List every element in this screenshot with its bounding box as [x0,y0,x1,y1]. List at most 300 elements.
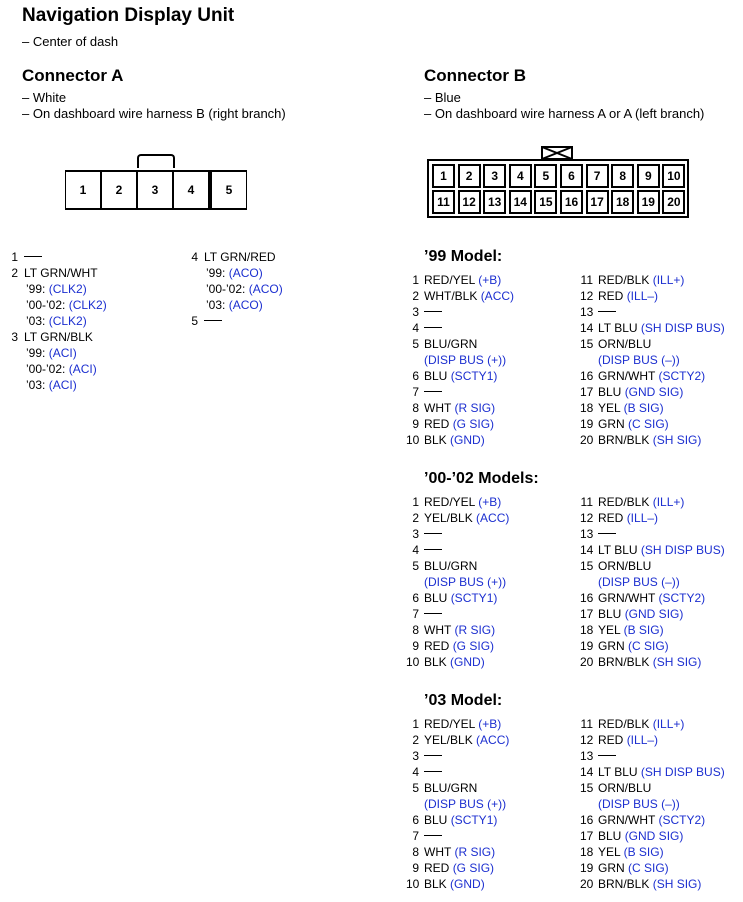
wire-color-label: LT GRN/RED [204,250,276,264]
signal-name: (ILL–) [626,289,659,303]
terminal-number: 5 [412,559,419,573]
terminal-number: 1 [412,273,419,287]
unused-dash [424,613,442,614]
connector-b-pin: 14 [509,190,532,214]
wire-color: ORN/BLU [598,781,652,795]
terminal-row [580,368,743,384]
signal-name: (ACO) [248,282,283,296]
model-year [206,265,263,281]
signal-name: (+B) [478,717,502,731]
wire-color [204,313,222,329]
model-right-column [580,494,743,670]
connector-a-harness: – On dashboard wire harness B (right branch) [22,106,286,121]
signal-name: (B SIG) [623,845,664,859]
wire-color-label: LT GRN/WHT [24,266,98,280]
terminal-text [424,526,442,542]
terminal-text [424,844,495,860]
terminal-text [598,828,683,844]
connector-b-pin: 18 [611,190,634,214]
terminal-row [580,432,743,448]
wire-color: YEL [598,401,621,415]
terminal-text [424,748,442,764]
signal-name: (DISP BUS (–)) [598,575,680,589]
terminal-text [598,416,669,432]
connector-a-pin: 4 [174,172,210,208]
signal-name: (ACI) [48,378,77,392]
terminal-text [598,384,683,400]
terminal-number: 20 [580,655,594,669]
terminal-row [4,265,184,281]
terminal-text [424,304,442,320]
terminal-text [598,638,669,654]
terminal-text [424,510,509,526]
terminal-row [580,526,743,542]
terminal-number: 11 [580,495,593,509]
signal-name: (SH DISP BUS) [640,765,725,779]
wire-color: BRN/BLK [598,433,650,447]
connector-a-terminals-left [4,249,184,393]
terminal-number: 16 [580,369,594,383]
signal-name: (ACC) [476,511,510,525]
terminal-text [598,542,725,558]
connector-b-color: – Blue [424,90,461,105]
terminal-number: 4 [412,765,419,779]
wire-color: RED [424,417,450,431]
terminal-number: 6 [412,369,419,383]
terminal-text [598,590,705,606]
terminal-text [424,542,442,558]
terminal-number: 19 [580,639,594,653]
terminal-text [598,526,616,542]
signal-name: (ACI) [48,346,77,360]
terminal-row [580,494,743,510]
terminal-number: 19 [580,417,594,431]
wire-color: YEL/BLK [424,511,473,525]
wire-color: YEL/BLK [424,733,473,747]
model-right-column [580,272,743,448]
terminal-row [406,764,576,780]
signal-name: (ACC) [476,733,510,747]
terminal-number: 18 [580,623,594,637]
signal-name: (GND SIG) [624,829,684,843]
terminal-number: 15 [580,781,594,795]
terminal-text [598,876,701,892]
unused-dash [424,533,442,534]
signal-name: (SCTY2) [658,813,706,827]
terminal-row [406,558,576,574]
signal-name: (ILL+) [652,717,685,731]
terminal-text [598,654,701,670]
connector-a-pin: 1 [66,172,102,208]
terminal-row [406,494,576,510]
model-section [406,248,743,458]
terminal-number: 16 [580,591,594,605]
model-year-label: ’03: [206,298,226,312]
wire-color: BLU [598,829,622,843]
terminal-number: 2 [11,266,18,280]
model-year [26,281,87,297]
signal-name: (B SIG) [623,401,664,415]
terminal-text [424,432,485,448]
signal-name: (ACC) [480,289,515,303]
terminal-text [598,732,658,748]
terminal-text [424,288,514,304]
connector-b-pin: 10 [662,164,685,188]
terminal-row [406,432,576,448]
terminal-number: 19 [580,861,594,875]
terminal-row [406,542,576,558]
terminal-row [580,272,743,288]
terminal-row [580,638,743,654]
wire-color: RED [424,861,450,875]
wire-color: YEL [598,845,621,859]
model-year-row [4,297,184,313]
wire-color: RED [424,639,450,653]
terminal-text [598,432,701,448]
connector-b-pin: 17 [586,190,609,214]
terminal-number: 7 [412,385,419,399]
terminal-row [580,384,743,400]
terminal-text [424,780,477,796]
signal-name: (R SIG) [454,401,496,415]
signal-name: (G SIG) [452,639,495,653]
signal-continuation-row [406,352,576,368]
terminal-text [424,272,501,288]
signal-name: (ILL+) [652,273,685,287]
unused-dash [424,755,442,756]
signal-name: (ACI) [68,362,97,376]
connector-a-terminals-right [184,249,364,329]
wire-color: WHT/BLK [424,289,478,303]
terminal-number: 20 [580,433,594,447]
connector-a-heading: Connector A [22,66,124,85]
model-section [406,470,743,680]
signal-name: (SCTY1) [450,369,498,383]
signal-name: (GND) [450,433,485,447]
terminal-number: 7 [412,607,419,621]
signal-name: (SH DISP BUS) [640,543,725,557]
terminal-number: 3 [412,527,419,541]
connector-b-heading: Connector B [424,66,526,85]
signal-name: (CLK2) [68,298,107,312]
terminal-row [580,876,743,892]
signal-name: (ILL–) [626,733,659,747]
terminal-row [406,320,576,336]
wire-color [204,249,276,265]
terminal-text [424,716,501,732]
wire-color: RED/BLK [598,717,650,731]
terminal-row [406,416,576,432]
terminal-row [406,748,576,764]
wire-color: LT BLU [598,765,638,779]
terminal-text [424,828,442,844]
connector-b-pin: 13 [483,190,506,214]
connector-a-pin: 2 [102,172,138,208]
model-year-label: ’00-’02: [206,282,246,296]
wire-color: BLK [424,433,447,447]
model-year [206,297,263,313]
unused-dash [24,256,42,257]
signal-continuation-row [406,796,576,812]
signal-name: (GND) [450,877,485,891]
signal-continuation-row [580,574,743,590]
signal-name: (G SIG) [452,861,495,875]
terminal-number: 17 [580,829,594,843]
signal-name: (C SIG) [628,639,669,653]
signal-name: (DISP BUS (+)) [424,797,507,811]
signal-name: (DISP BUS (–)) [598,353,680,367]
terminal-row [406,844,576,860]
signal-name: (ILL–) [626,511,659,525]
terminal-number: 9 [412,861,419,875]
model-year [26,297,107,313]
terminal-number: 8 [412,623,419,637]
wire-color: GRN/WHT [598,369,656,383]
wire-color [24,249,42,265]
terminal-number: 11 [580,273,593,287]
connector-b-pin: 11 [432,190,455,214]
unused-dash [424,311,442,312]
terminal-row [4,249,184,265]
terminal-text [598,368,705,384]
terminal-row [406,638,576,654]
model-year-row [4,361,184,377]
model-left-column [406,716,576,892]
terminal-number: 2 [412,511,419,525]
model-year-label: ’00-’02: [26,298,66,312]
signal-name: (C SIG) [628,417,669,431]
terminal-row [406,780,576,796]
terminal-row [406,288,576,304]
connector-b-pin: 5 [534,164,557,188]
terminal-number: 8 [412,401,419,415]
model-year-label: ’03: [26,314,46,328]
connector-a-latch [137,154,175,168]
unused-dash [204,320,222,321]
terminal-number: 10 [406,433,420,447]
terminal-text [598,622,664,638]
terminal-row [580,558,743,574]
connector-b-pin: 6 [560,164,583,188]
unused-dash [598,755,616,756]
wire-color: BLU [424,813,448,827]
model-right-column [580,716,743,892]
terminal-row [406,400,576,416]
terminal-row [580,780,743,796]
model-year-row [184,265,364,281]
terminal-text [598,510,658,526]
signal-name: (SH SIG) [652,877,702,891]
signal-name: (CLK2) [48,314,87,328]
signal-name: (GND) [450,655,485,669]
wire-color: BLU [424,369,448,383]
terminal-row [580,590,743,606]
model-year-label: ’00-’02: [26,362,66,376]
model-year-row [4,377,184,393]
wire-color: BLU [598,607,622,621]
connector-b-pin: 15 [534,190,557,214]
unused-dash [424,771,442,772]
terminal-text [424,606,442,622]
terminal-number: 15 [580,337,594,351]
signal-name: (CLK2) [48,282,87,296]
terminal-number: 14 [580,765,594,779]
terminal-row [406,812,576,828]
wire-color: GRN [598,861,625,875]
terminal-row [406,590,576,606]
terminal-text [424,860,494,876]
terminal-row [580,748,743,764]
terminal-row [580,732,743,748]
wire-color: WHT [424,623,452,637]
connector-b-pin: 7 [586,164,609,188]
terminal-text [424,638,494,654]
terminal-number: 18 [580,401,594,415]
terminal-number: 3 [412,749,419,763]
terminal-text [598,748,616,764]
terminal-text [424,320,442,336]
model-year-row [4,281,184,297]
wire-color: LT BLU [598,321,638,335]
model-section [406,692,743,902]
signal-name: (ACO) [228,266,263,280]
wire-color: BLU/GRN [424,781,478,795]
signal-name: (SH SIG) [652,433,702,447]
wire-color: LT BLU [598,543,638,557]
signal-name: (SCTY1) [450,591,498,605]
terminal-number: 9 [412,417,419,431]
wire-color: WHT [424,401,452,415]
connector-a-color: – White [22,90,67,105]
model-title: ’99 Model: [424,248,503,265]
terminal-text [424,764,442,780]
terminal-number: 14 [580,543,594,557]
terminal-text [598,336,651,352]
terminal-number: 3 [11,330,18,344]
terminal-text [424,400,495,416]
terminal-row [580,844,743,860]
terminal-row [406,622,576,638]
terminal-number: 8 [412,845,419,859]
wire-color: GRN [598,639,625,653]
unused-dash [424,327,442,328]
terminal-number: 10 [406,655,420,669]
model-year-label: ’99: [26,346,46,360]
signal-name: (C SIG) [628,861,669,875]
model-year [26,377,77,393]
terminal-row [406,384,576,400]
connector-b-pin: 4 [509,164,532,188]
terminal-text [424,812,497,828]
terminal-text [424,494,501,510]
model-title: ’03 Model: [424,692,503,709]
terminal-number: 1 [412,495,419,509]
terminal-number: 15 [580,559,594,573]
terminal-number: 18 [580,845,594,859]
terminal-row [580,764,743,780]
page-title: Navigation Display Unit [22,5,235,26]
signal-name: (ILL+) [652,495,685,509]
terminal-row [580,510,743,526]
terminal-number: 6 [412,813,419,827]
signal-name: (DISP BUS (+)) [424,353,507,367]
signal-continuation-row [406,574,576,590]
terminal-text [598,400,664,416]
wire-color: BRN/BLK [598,877,650,891]
terminal-number: 14 [580,321,594,335]
model-year-row [4,345,184,361]
terminal-row [580,416,743,432]
wire-color [24,329,93,345]
signal-name: (SH SIG) [652,655,702,669]
terminal-number: 6 [412,591,419,605]
terminal-text [598,320,725,336]
terminal-row [580,400,743,416]
wire-color: RED/YEL [424,273,475,287]
wire-color: GRN [598,417,625,431]
unused-dash [424,549,442,550]
terminal-text [598,272,684,288]
wire-color: BLU/GRN [424,559,478,573]
terminal-text [424,654,485,670]
model-year [26,361,97,377]
terminal-row [580,606,743,622]
signal-name: (DISP BUS (+)) [424,575,507,589]
terminal-row [406,716,576,732]
terminal-number: 1 [412,717,419,731]
connector-b-harness: – On dashboard wire harness A or A (left branch) [424,106,705,121]
terminal-text [598,304,616,320]
terminal-row [406,606,576,622]
terminal-row [580,622,743,638]
terminal-row [4,329,184,345]
terminal-number: 10 [406,877,420,891]
terminal-text [424,416,494,432]
wire-color: YEL [598,623,621,637]
model-year-row [184,297,364,313]
wire-color: RED/BLK [598,495,650,509]
model-year-row [4,313,184,329]
terminal-row [184,249,364,265]
terminal-number: 11 [580,717,593,731]
wire-color: BLU [598,385,622,399]
terminal-number: 12 [580,511,594,525]
terminal-text [598,558,651,574]
model-left-column [406,494,576,670]
terminal-text [424,336,477,352]
wire-color: GRN/WHT [598,591,656,605]
signal-name: (+B) [478,495,502,509]
terminal-text [424,732,509,748]
terminal-number: 2 [412,289,419,303]
terminal-number: 20 [580,877,594,891]
wire-color: BLU/GRN [424,337,478,351]
terminal-text [598,812,705,828]
terminal-text [598,780,651,796]
wire-color: BLK [424,655,447,669]
terminal-row [406,732,576,748]
terminal-number: 5 [191,314,198,328]
unused-dash [424,835,442,836]
terminal-number: 13 [580,527,594,541]
terminal-row [580,336,743,352]
wire-color-label: LT GRN/BLK [24,330,93,344]
terminal-row [406,876,576,892]
connector-b-pin: 3 [483,164,506,188]
terminal-number: 7 [412,829,419,843]
connector-a-pin: 3 [138,172,174,208]
wire-color: RED/YEL [424,495,475,509]
